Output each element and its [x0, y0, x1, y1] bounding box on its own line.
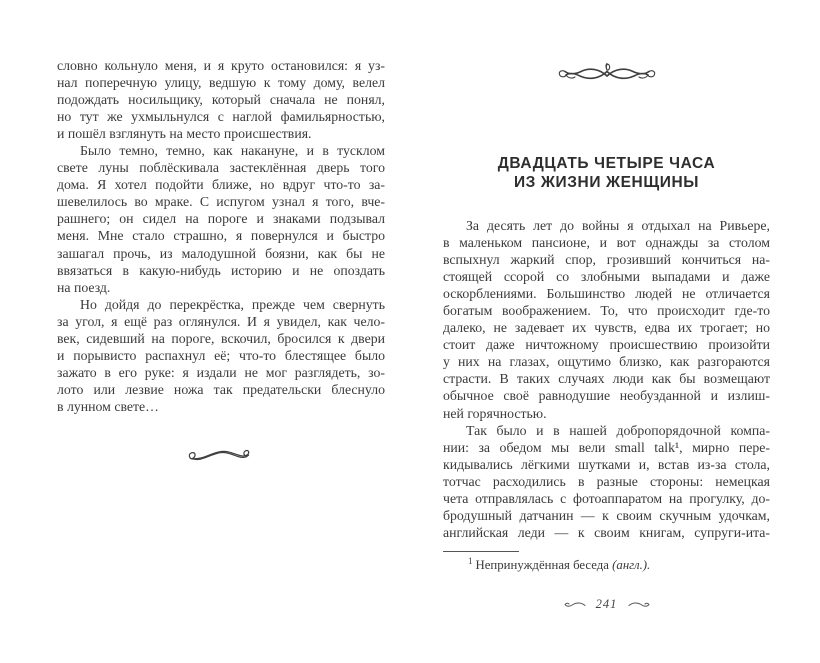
text-line: на поезд. [57, 279, 111, 295]
footnote-marker: 1 [468, 555, 473, 566]
text-line: чета отправлялась с фотоаппаратом на прогулку, до- [443, 490, 770, 506]
text-line: кидывались лёгкими шутками и, встав из-за стола, [443, 456, 770, 472]
end-flourish-icon [57, 447, 385, 471]
chapter-title-line1: ДВАДЦАТЬ ЧЕТЫРЕ ЧАСА [497, 155, 716, 172]
page-number-swash-right-icon [628, 600, 650, 609]
text-line: но тут же ухмыльнулся с наглой фамильярностью, [57, 109, 385, 125]
text-line: меня. Мне стало страшно, я повернулся и быстро [57, 228, 385, 244]
text-line: бродушный датчанин — к своим скучным удочкам, [443, 507, 770, 523]
text-line: английская леди — к своим книгам, супруги-ита- [443, 524, 770, 540]
text-line: За десять лет до войны я отдыхал на Ривьере, [466, 218, 770, 233]
text-line: далеко, не задевает их чувств, едва их трогает; но [443, 320, 770, 336]
text-line: ввязаться в какую-нибудь историю и не опоздать [57, 262, 385, 278]
text-line: и пошёл взглянуть на место происшествия. [57, 126, 312, 142]
page-left-text [57, 57, 385, 415]
text-line: зажато в его руке: я издали не мог разглядеть, зо- [57, 364, 385, 380]
text-line: тотчас расходились в разные стороны: немецкая [443, 473, 770, 489]
page-left [57, 57, 385, 617]
chapter-title-line2: ИЗ ЖИЗНИ ЖЕНЩИНЫ [513, 174, 700, 191]
text-line: ней горячностью. [443, 405, 547, 421]
text-line: дома. Я хотел подойти ближе, но вдруг что-то за- [57, 177, 385, 193]
footnote-text: Непринуждённая беседа [475, 558, 613, 572]
text-line: оскорблениями. Большинство людей не отличается [443, 286, 770, 302]
text-line: нал поперечную улицу, ведшую к тому дому, велел [57, 75, 385, 91]
page-right [443, 57, 770, 657]
text-line: в маленьком пансионе, и вот однажды за столом [443, 235, 770, 251]
text-line: стоящей ссорой со злобными выпадами и даже [443, 269, 770, 285]
text-line: вспыхнул жаркий спор, грозивший кончиться на- [443, 252, 770, 268]
text-line: и порывисто распахнул её; что-то блестящее было [57, 347, 385, 363]
page-number: 241 [595, 596, 618, 611]
text-line: словно кольнуло меня, и я круто остановился: я уз- [57, 58, 385, 73]
text-line: у них на глазах, ощутимо близко, как разгораются [443, 354, 770, 370]
text-line: Так было и в нашей добропорядочной компа- [466, 422, 770, 438]
text-line: шевелилось во мраке. С испугом узнал я того, вче- [57, 194, 385, 210]
page-right-text [443, 217, 770, 541]
text-line: в лунном свете… [57, 398, 159, 414]
text-line: век, сидевший на пороге, вскочил, бросился к двери [57, 330, 385, 346]
paragraph [443, 217, 770, 422]
text-line: стоит даже ничтожному происшествию произойти [443, 337, 770, 353]
text-line: свете луны поблёскивала застеклённая дверь того [57, 160, 385, 176]
text-line: зашагал прочь, из малодушной боязни, как бы не [57, 245, 385, 261]
page-number-block [443, 596, 770, 612]
paragraph [57, 142, 385, 295]
text-line: подождать носильщику, который сначала не понял, [57, 92, 385, 108]
text-line: нии: за обедом мы вели small talk¹, мирно пере- [443, 439, 770, 455]
paragraph [57, 57, 385, 142]
text-line: Было темно, темно, как накануне, и в тусклом [80, 143, 385, 159]
text-line: богатым воображением. То, что происходит где-то [443, 303, 770, 319]
text-line: страсти. В таких случаях люди как бы возмещают [443, 371, 770, 387]
text-line: за угол, я ещё раз оглянулся. И я увидел, как чело- [57, 313, 385, 329]
page-number-swash-left-icon [564, 600, 586, 609]
paragraph [57, 296, 385, 415]
header-ornament-icon [443, 61, 770, 93]
text-line: Но дойдя до перекрёстка, прежде чем свернуть [80, 296, 385, 312]
footnote [443, 557, 770, 573]
text-line: обычное своё равнодушие необузданной и излиш- [443, 388, 770, 404]
chapter-title [443, 154, 770, 192]
paragraph [443, 422, 770, 541]
text-line: лото или лезвие ножа так предательски блеснуло [57, 381, 385, 397]
footnote-divider [443, 551, 519, 552]
footnote-language-note: (англ.). [612, 558, 651, 572]
text-line: рашнего; он сидел на пороге и знаками подзывал [57, 211, 385, 227]
